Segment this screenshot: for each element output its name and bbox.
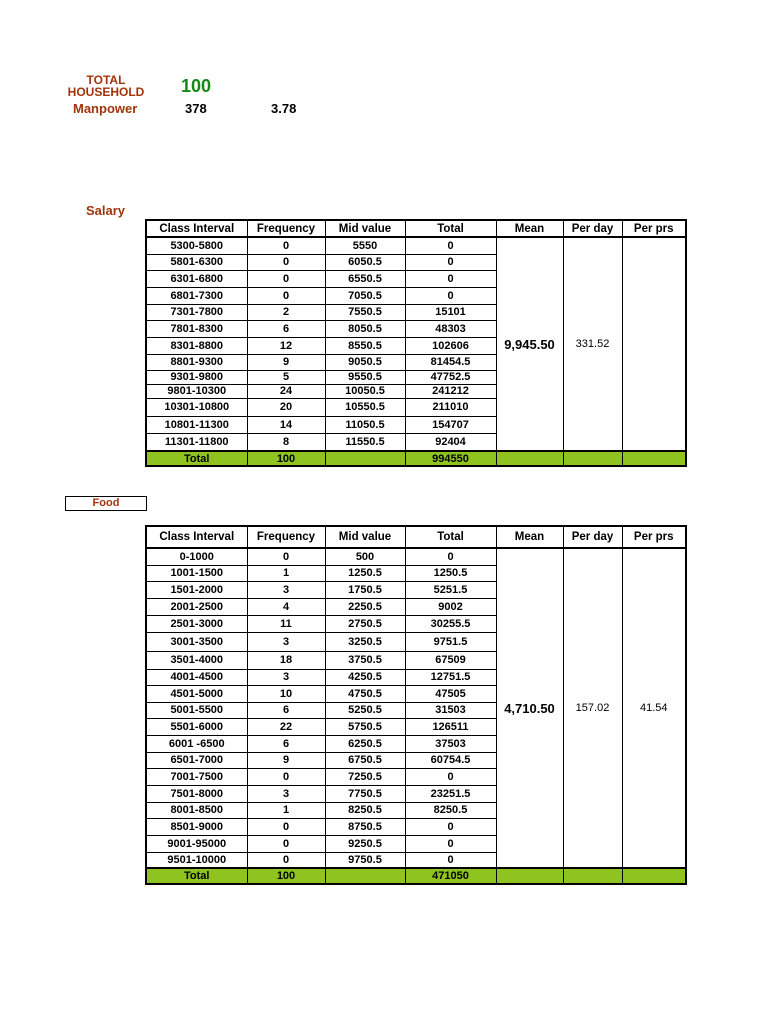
salary-label: Salary <box>86 203 126 218</box>
salary-cell: 9550.5 <box>325 370 405 384</box>
salary-cell: 8050.5 <box>325 320 405 337</box>
food-cell: 2501-3000 <box>146 615 247 632</box>
salary-cell: 9 <box>247 354 325 370</box>
salary-cell: 11301-11800 <box>146 433 247 451</box>
salary-cell: 7801-8300 <box>146 320 247 337</box>
salary-cell: 7050.5 <box>325 287 405 304</box>
food-cell: 9501-10000 <box>146 852 247 868</box>
salary-cell: 47752.5 <box>405 370 496 384</box>
salary-cell: 11050.5 <box>325 416 405 433</box>
salary-cell: 2 <box>247 304 325 320</box>
food-cell: 3501-4000 <box>146 651 247 669</box>
salary-cell: 9301-9800 <box>146 370 247 384</box>
salary-total-frequency: 100 <box>247 451 325 466</box>
salary-total-empty <box>496 451 563 466</box>
salary-total-row <box>146 451 686 466</box>
food-col-header: Total <box>405 526 496 548</box>
food-cell: 0 <box>405 818 496 835</box>
food-cell: 9750.5 <box>325 852 405 868</box>
food-cell: 7250.5 <box>325 768 405 785</box>
food-cell: 0-1000 <box>146 548 247 565</box>
food-cell: 1501-2000 <box>146 581 247 598</box>
salary-cell: 6550.5 <box>325 270 405 287</box>
salary-cell: 15101 <box>405 304 496 320</box>
food-header-row <box>146 526 686 548</box>
food-cell: 22 <box>247 718 325 735</box>
food-cell: 1 <box>247 802 325 818</box>
food-per-day-value: 157.02 <box>563 548 622 868</box>
salary-cell: 11550.5 <box>325 433 405 451</box>
salary-cell: 81454.5 <box>405 354 496 370</box>
salary-cell: 14 <box>247 416 325 433</box>
salary-cell: 7550.5 <box>325 304 405 320</box>
food-mean-value: 4,710.50 <box>496 548 563 868</box>
salary-cell: 24 <box>247 384 325 398</box>
food-cell: 30255.5 <box>405 615 496 632</box>
food-cell: 3 <box>247 581 325 598</box>
salary-cell: 8801-9300 <box>146 354 247 370</box>
food-cell: 12751.5 <box>405 669 496 685</box>
salary-col-header: Mean <box>496 220 563 237</box>
food-total-frequency: 100 <box>247 868 325 884</box>
food-cell: 2750.5 <box>325 615 405 632</box>
food-label: Food <box>65 496 147 511</box>
food-cell: 9751.5 <box>405 632 496 651</box>
food-total-total: 471050 <box>405 868 496 884</box>
manpower-label: Manpower <box>73 101 138 116</box>
food-cell: 31503 <box>405 702 496 718</box>
food-cell: 3 <box>247 669 325 685</box>
food-cell: 2001-2500 <box>146 598 247 615</box>
food-cell: 0 <box>247 768 325 785</box>
salary-cell: 6801-7300 <box>146 287 247 304</box>
food-cell: 4250.5 <box>325 669 405 685</box>
food-cell: 60754.5 <box>405 752 496 768</box>
food-cell: 5750.5 <box>325 718 405 735</box>
salary-cell: 12 <box>247 337 325 354</box>
salary-total-label: Total <box>146 451 247 466</box>
total-household-label <box>62 74 150 98</box>
salary-cell: 9050.5 <box>325 354 405 370</box>
food-cell: 3 <box>247 632 325 651</box>
food-cell: 126511 <box>405 718 496 735</box>
salary-table <box>145 219 687 467</box>
food-cell: 3750.5 <box>325 651 405 669</box>
food-cell: 1750.5 <box>325 581 405 598</box>
food-cell: 2250.5 <box>325 598 405 615</box>
food-cell: 0 <box>405 768 496 785</box>
food-col-header: Mid value <box>325 526 405 548</box>
salary-cell: 92404 <box>405 433 496 451</box>
salary-cell: 5801-6300 <box>146 254 247 270</box>
salary-cell: 8 <box>247 433 325 451</box>
food-cell: 0 <box>247 818 325 835</box>
salary-cell: 0 <box>405 254 496 270</box>
salary-col-header: Total <box>405 220 496 237</box>
food-col-header: Per day <box>563 526 622 548</box>
salary-total-mid <box>325 451 405 466</box>
food-cell: 0 <box>247 548 325 565</box>
food-cell: 1250.5 <box>325 565 405 581</box>
salary-cell: 9801-10300 <box>146 384 247 398</box>
salary-table-row <box>146 237 686 254</box>
salary-total-total: 994550 <box>405 451 496 466</box>
salary-col-header: Frequency <box>247 220 325 237</box>
food-cell: 7001-7500 <box>146 768 247 785</box>
food-cell: 6501-7000 <box>146 752 247 768</box>
salary-col-header: Per prs <box>622 220 686 237</box>
salary-cell: 6301-6800 <box>146 270 247 287</box>
salary-cell: 6 <box>247 320 325 337</box>
food-cell: 4750.5 <box>325 685 405 702</box>
salary-cell: 0 <box>405 287 496 304</box>
salary-col-header: Mid value <box>325 220 405 237</box>
food-table <box>145 525 687 885</box>
salary-cell: 10801-11300 <box>146 416 247 433</box>
salary-cell: 8550.5 <box>325 337 405 354</box>
salary-cell: 10050.5 <box>325 384 405 398</box>
food-cell: 9250.5 <box>325 835 405 852</box>
total-household-label-line2: HOUSEHOLD <box>67 85 145 99</box>
food-cell: 1001-1500 <box>146 565 247 581</box>
salary-total-empty <box>563 451 622 466</box>
food-cell: 0 <box>247 852 325 868</box>
food-cell: 0 <box>247 835 325 852</box>
food-cell: 0 <box>405 852 496 868</box>
salary-cell: 241212 <box>405 384 496 398</box>
food-total-empty <box>496 868 563 884</box>
salary-cell: 211010 <box>405 398 496 416</box>
food-cell: 5001-5500 <box>146 702 247 718</box>
food-total-empty <box>622 868 686 884</box>
food-cell: 9002 <box>405 598 496 615</box>
food-cell: 9001-95000 <box>146 835 247 852</box>
food-cell: 7750.5 <box>325 785 405 802</box>
food-cell: 0 <box>405 835 496 852</box>
food-table-row <box>146 548 686 565</box>
food-cell: 4001-4500 <box>146 669 247 685</box>
salary-cell: 10550.5 <box>325 398 405 416</box>
food-cell: 8001-8500 <box>146 802 247 818</box>
food-per-prs-value: 41.54 <box>622 548 686 868</box>
food-cell: 8501-9000 <box>146 818 247 835</box>
food-cell: 500 <box>325 548 405 565</box>
food-cell: 18 <box>247 651 325 669</box>
salary-cell: 0 <box>247 237 325 254</box>
food-cell: 5251.5 <box>405 581 496 598</box>
food-col-header: Mean <box>496 526 563 548</box>
food-total-empty <box>563 868 622 884</box>
salary-per-day-value: 331.52 <box>563 237 622 451</box>
salary-cell: 7301-7800 <box>146 304 247 320</box>
salary-cell: 102606 <box>405 337 496 354</box>
salary-cell: 48303 <box>405 320 496 337</box>
food-total-label: Total <box>146 868 247 884</box>
salary-cell: 20 <box>247 398 325 416</box>
food-col-header: Frequency <box>247 526 325 548</box>
salary-cell: 5300-5800 <box>146 237 247 254</box>
salary-col-header: Per day <box>563 220 622 237</box>
food-col-header: Class Interval <box>146 526 247 548</box>
salary-cell: 5550 <box>325 237 405 254</box>
food-cell: 6001 -6500 <box>146 735 247 752</box>
salary-per-prs-value <box>622 237 686 451</box>
food-cell: 9 <box>247 752 325 768</box>
food-cell: 3250.5 <box>325 632 405 651</box>
food-cell: 47505 <box>405 685 496 702</box>
salary-cell: 5 <box>247 370 325 384</box>
salary-cell: 8301-8800 <box>146 337 247 354</box>
food-cell: 6750.5 <box>325 752 405 768</box>
salary-cell: 0 <box>247 270 325 287</box>
salary-total-empty <box>622 451 686 466</box>
food-cell: 3 <box>247 785 325 802</box>
food-cell: 8250.5 <box>405 802 496 818</box>
food-cell: 6 <box>247 735 325 752</box>
total-household-label-line1: TOTAL <box>86 73 126 87</box>
salary-cell: 6050.5 <box>325 254 405 270</box>
food-col-header: Per prs <box>622 526 686 548</box>
food-cell: 5250.5 <box>325 702 405 718</box>
food-cell: 6 <box>247 702 325 718</box>
food-cell: 10 <box>247 685 325 702</box>
food-cell: 1 <box>247 565 325 581</box>
food-cell: 0 <box>405 548 496 565</box>
food-cell: 1250.5 <box>405 565 496 581</box>
salary-cell: 154707 <box>405 416 496 433</box>
food-cell: 23251.5 <box>405 785 496 802</box>
food-cell: 6250.5 <box>325 735 405 752</box>
food-total-row <box>146 868 686 884</box>
salary-cell: 0 <box>247 254 325 270</box>
salary-cell: 0 <box>405 270 496 287</box>
food-cell: 5501-6000 <box>146 718 247 735</box>
food-cell: 8250.5 <box>325 802 405 818</box>
salary-cell: 10301-10800 <box>146 398 247 416</box>
manpower-value: 378 <box>185 101 207 116</box>
food-cell: 7501-8000 <box>146 785 247 802</box>
salary-cell: 0 <box>405 237 496 254</box>
salary-col-header: Class Interval <box>146 220 247 237</box>
food-cell: 11 <box>247 615 325 632</box>
food-cell: 37503 <box>405 735 496 752</box>
salary-mean-value: 9,945.50 <box>496 237 563 451</box>
food-cell: 8750.5 <box>325 818 405 835</box>
food-cell: 4501-5000 <box>146 685 247 702</box>
food-cell: 3001-3500 <box>146 632 247 651</box>
food-total-mid <box>325 868 405 884</box>
manpower-ratio: 3.78 <box>271 101 297 116</box>
salary-cell: 0 <box>247 287 325 304</box>
salary-header-row <box>146 220 686 237</box>
food-cell: 4 <box>247 598 325 615</box>
total-household-value: 100 <box>181 76 212 96</box>
food-cell: 67509 <box>405 651 496 669</box>
